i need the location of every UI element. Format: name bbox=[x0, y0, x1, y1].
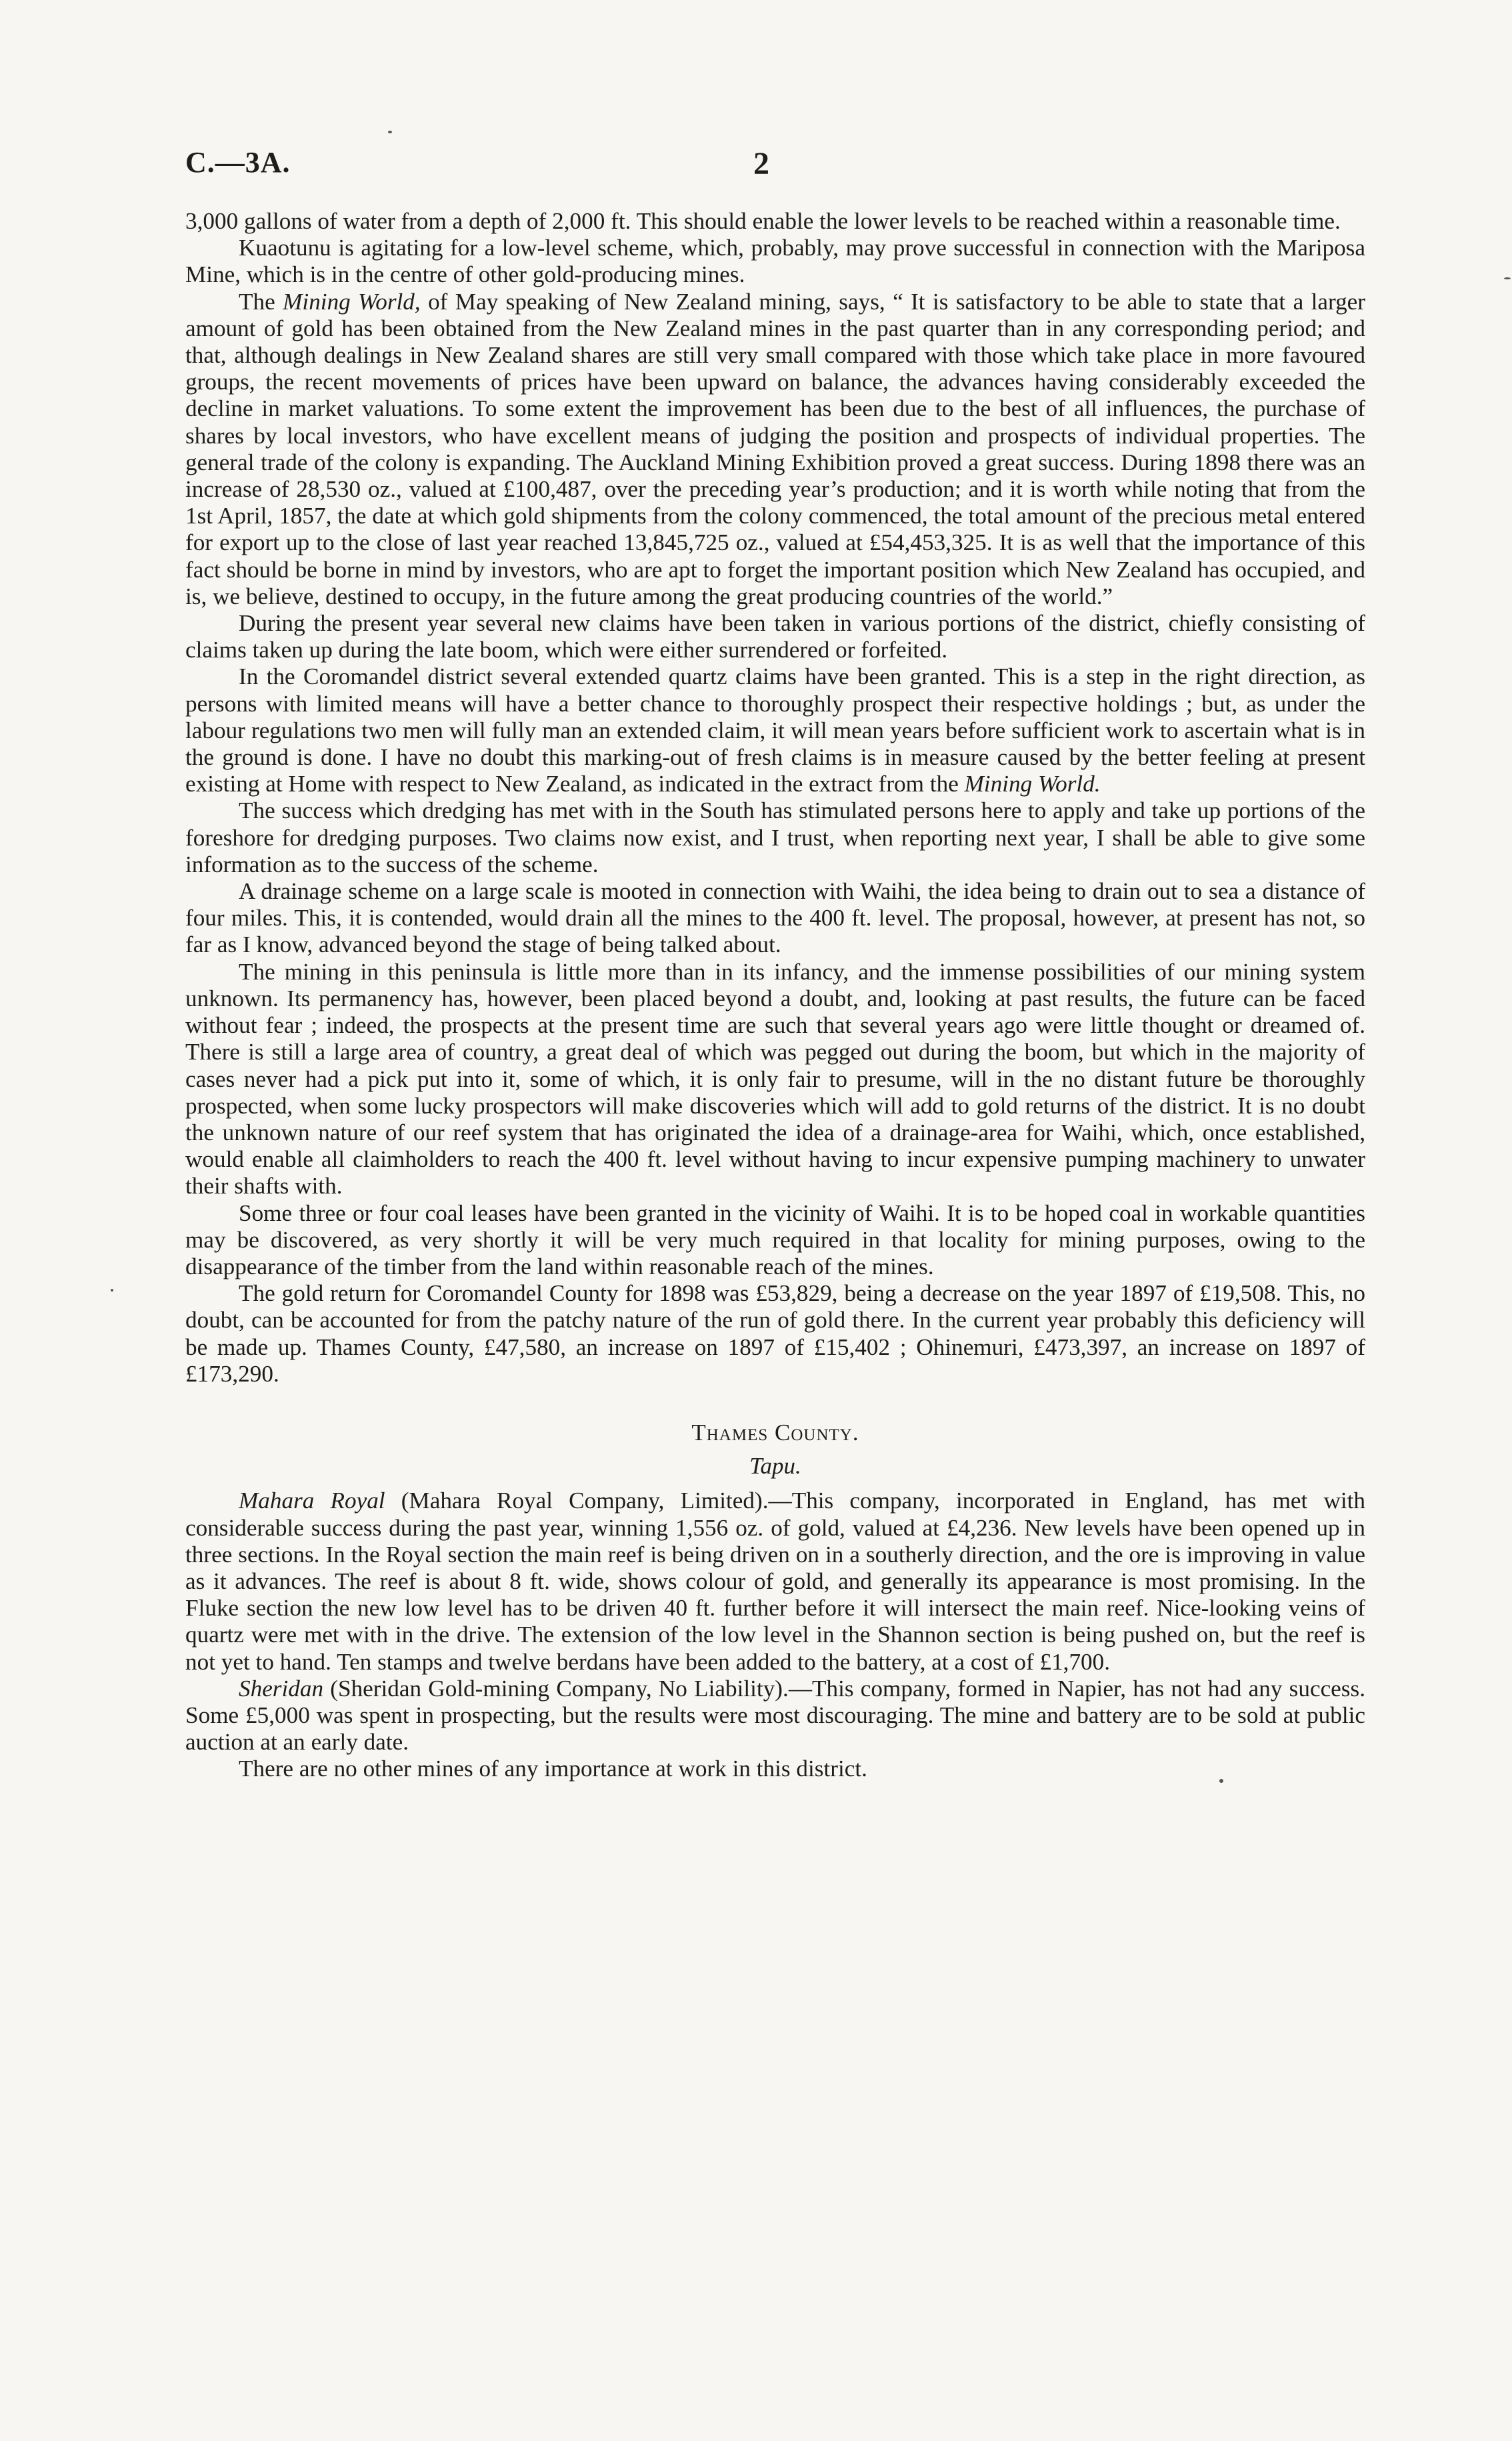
paragraph-1: 3,000 gallons of water from a depth of 2,000 ft. This should enable the lower levels to be reached within a reasonable time. bbox=[185, 208, 1341, 234]
scan-speck bbox=[111, 1289, 113, 1292]
scan-speck bbox=[388, 131, 392, 133]
page-number: 2 bbox=[753, 146, 769, 181]
paragraph-5-body: In the Coromandel district several extended quartz claims have been granted. This is a step in the right direction, as persons with limited means will have a better chance to thoroughly prospect their respective holdings ; but, as under the labour regulations two men will fully man an extended claim, it will mean years before sufficient work to ascertain what is in the ground is done. I have no doubt this marking-out of fresh claims is in measure caused by the better feeling at present existing at Home with respect to New Zealand, as indicated in the extract from the bbox=[185, 663, 1365, 797]
section-heading: Thames County. bbox=[691, 1419, 859, 1446]
page-header bbox=[185, 145, 1365, 185]
paragraph-9: Some three or four coal leases have been granted in the vicinity of Waihi. It is to be hoped coal in workable quantities may be discovered, as very shortly it will be very much required in that locality for mining purposes, owing to the disappearance of the timber from the land within reasonable reach of the mines. bbox=[185, 1199, 1365, 1280]
paragraph-10: The gold return for Coromandel County for 1898 was £53,829, being a decrease on the year 1897 of £19,508. This, no doubt, can be accounted for from the patchy nature of the run of gold there. In the current year probably this deficiency will be made up. Thames County, £47,580, an increase on 1897 of £15,402 ; Ohinemuri, £473,397, an increase on 1897 of £173,290. bbox=[185, 1280, 1365, 1387]
company-name-sheridan: Sheridan bbox=[239, 1675, 324, 1702]
paragraph-2: Kuaotunu is agitating for a low-level scheme, which, probably, may prove successful in connection with the Mariposa Mine, which is in the centre of other gold-producing mines. bbox=[185, 235, 1365, 288]
company-text-mahara: (Mahara Royal Company, Limited).—This company, incorporated in England, has met with considerable success during the past year, winning 1,556 oz. of gold, valued at £4,236. New levels have been opened up in three sections. In the Royal section the main reef is being driven on in a southerly direction, and the ore is improving in value as it advances. The reef is about 8 ft. wide, shows colour of gold, and generally its appearance is most promising. In the Fluke section the new low level has to be driven 40 ft. further before it will intersect the main reef. Nice-looking veins of quartz were met with in the drive. The extension of the low level in the Shannon section is being pushed on, but the reef is not yet to hand. Ten stamps and twelve berdans have been added to the battery, at a cost of £1,700. bbox=[185, 1488, 1365, 1675]
subsection-heading: Tapu. bbox=[749, 1453, 801, 1480]
paragraph-5 bbox=[185, 663, 1365, 797]
paragraph-5-italic-tail: Mining World. bbox=[964, 771, 1101, 797]
paragraph-6: The success which dredging has met with in the South has stimulated persons here to apply and take up portions of the foreshore for dredging purposes. Two claims now exist, and I trust, when reporting next year, I shall be able to give some information as to the success of the scheme. bbox=[185, 797, 1365, 877]
paragraph-3-body: of May speaking of New Zealand mining, says, “ It is satisfactory to be able to state that a larger amount of gold has been obtained from the New Zealand mines in the past quarter than in any corresponding period; and that, although dealings in New Zealand shares are still very small compared with those which take place in more favoured groups, the recent movements of prices have been upward on balance, the advances having considerably exceeded the decline in market valuations. To some extent the improvement has been due to the best of all influences, the purchase of shares by local investors, who have excellent means of judging the position and prospects of individual properties. The general trade of the colony is expanding. The Auckland Mining Exhibition proved a great success. During 1898 there was an increase of 28,530 oz., valued at £100,487, over the preceding year’s production; and it is worth while noting that from the 1st April, 1857, the date at which gold shipments from the colony commenced, the total amount of the precious metal entered for export up to the close of last year reached 13,845,725 oz., valued at £54,453,325. It is as well that the importance of this fact should be borne in mind by investors, who are apt to forget the important position which New Zealand has occupied, and is, we believe, destined to occupy, in the future among the great producing countries of the world.” bbox=[185, 288, 1365, 609]
company-entry-mahara bbox=[185, 1488, 1365, 1675]
company-entry-sheridan bbox=[185, 1676, 1365, 1756]
scan-speck bbox=[1504, 277, 1511, 279]
company-name-mahara: Mahara Royal bbox=[239, 1488, 385, 1514]
document-reference: C.—3A. bbox=[185, 146, 291, 179]
paragraph-3-prefix: The bbox=[239, 288, 283, 315]
closing-paragraph: There are no other mines of any importance at work in this district. bbox=[239, 1756, 867, 1782]
scan-speck bbox=[1219, 1779, 1223, 1783]
body-text bbox=[185, 208, 1365, 1783]
paragraph-8: The mining in this peninsula is little more than in its infancy, and the immense possibilities of our mining system unknown. Its permanency has, however, been placed beyond a doubt, and, looking at past results, the future can be faced without fear ; indeed, the prospects at the present time are such that several years ago were little thought or dreamed of. There is still a large area of country, a great deal of which was pegged out during the boom, but which in the majority of cases never had a pick put into it, some of which, it is only fair to presume, will in the no distant future be thoroughly prospected, when some lucky prospectors will make discoveries which will add to gold returns of the district. It is no doubt the unknown nature of our reef system that has originated the idea of a drainage-area for Waihi, which, once established, would enable all claimholders to reach the 400 ft. level without having to incur expensive pumping machinery to unwater their shafts with. bbox=[185, 958, 1365, 1199]
paragraph-3-italic-title: Mining World, bbox=[283, 288, 421, 315]
paragraph-4: During the present year several new claims have been taken in various portions of the district, chiefly consisting of claims taken up during the late boom, which were either surrendered or forfeited. bbox=[185, 610, 1365, 663]
paragraph-3 bbox=[185, 289, 1365, 610]
paragraph-7: A drainage scheme on a large scale is mooted in connection with Waihi, the idea being to drain out to sea a distance of four miles. This, it is contended, would drain all the mines to the 400 ft. level. The proposal, however, at present has not, so far as I know, advanced beyond the stage of being talked about. bbox=[185, 878, 1365, 958]
company-text-sheridan: (Sheridan Gold-mining Company, No Liability).—This company, formed in Napier, has not had any success. Some £5,000 was spent in prospecting, but the results were most discouraging. The mine and battery are to be sold at public auction at an early date. bbox=[185, 1675, 1365, 1756]
